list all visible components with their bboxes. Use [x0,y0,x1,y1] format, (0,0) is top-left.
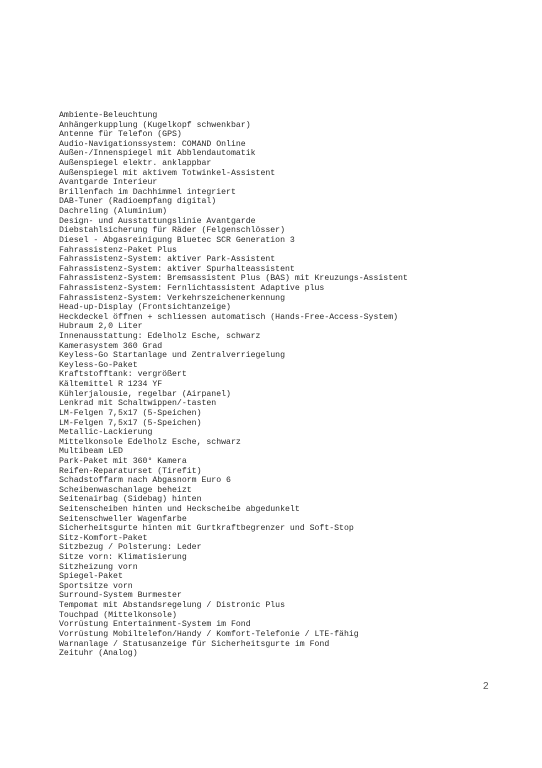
feature-list [59,111,529,659]
feature-item: Kamerasystem 360 Grad [59,341,163,351]
feature-item: Keyless-Go Startanlage und Zentralverriegelung [59,351,286,361]
feature-item: Diebstahlsicherung für Räder (Felgenschlösser) [59,226,286,236]
page-number: 2 [483,681,489,692]
feature-item: Diesel - Abgasreinigung Bluetec SCR Generation 3 [59,235,295,245]
feature-item: Vorrüstung Entertainment-System im Fond [59,620,251,630]
feature-item: Reifen-Reparaturset (Tirefit) [59,466,202,476]
feature-item: Antenne für Telefon (GPS) [59,130,182,140]
feature-item: Brillenfach im Dachhimmel integriert [59,187,236,197]
feature-item: Sitze vorn: Klimatisierung [59,553,187,563]
feature-item: Vorrüstung Mobiltelefon/Handy / Komfort-Telefonie / LTE-fähig [59,629,359,639]
feature-item: Keyless-Go-Paket [59,360,138,370]
feature-item: Mittelkonsole Edelholz Esche, schwarz [59,437,241,447]
feature-item: Avantgarde Interieur [59,178,158,188]
feature-item: Fahrassistenz-System: Bremsassistent Plus (BAS) mit Kreuzungs-Assistent [59,274,408,284]
feature-item: Außen-/Innenspiegel mit Abblendautomatik [59,149,256,159]
feature-item: Head-up-Display (Frontsichtanzeige) [59,303,231,313]
feature-item: Dachreling (Aluminium) [59,207,168,217]
feature-item: Warnanlage / Statusanzeige für Sicherheitsgurte im Fond [59,639,330,649]
feature-item: Seitenscheiben hinten und Heckscheibe abgedunkelt [59,504,300,514]
feature-item: Hubraum 2,0 Liter [59,322,143,332]
feature-item: DAB-Tuner (Radioempfang digital) [59,197,217,207]
feature-item: Sitzheizung vorn [59,562,138,572]
feature-item: Heckdeckel öffnen + schliessen automatisch (Hands-Free-Access-System) [59,312,399,322]
feature-item: Tempomat mit Abstandsregelung / Distronic Plus [59,601,286,611]
feature-item: Außenspiegel elektr. anklappbar [59,159,212,169]
feature-item: Touchpad (Mittelkonsole) [59,610,177,620]
feature-item: Design- und Ausstattungslinie Avantgarde [59,216,256,226]
feature-item: Spiegel-Paket [59,572,123,582]
feature-item: Sitzbezug / Polsterung: Leder [59,543,202,553]
feature-item: Anhängerkupplung (Kugelkopf schwenkbar) [59,120,251,130]
feature-item: Audio-Navigationssystem: COMAND Online [59,139,246,149]
feature-item: Fahrassistenz-System: Fernlichtassistent Adaptive plus [59,283,325,293]
feature-item: LM-Felgen 7,5x17 (5-Speichen) [59,418,202,428]
feature-item: Surround-System Burmester [59,591,182,601]
feature-item: Schadstoffarm nach Abgasnorm Euro 6 [59,476,231,486]
feature-item: Fahrassistenz-System: aktiver Spurhalteassistent [59,264,295,274]
feature-item: Metallic-Lackierung [59,428,153,438]
feature-item: Kraftstofftank: vergrößert [59,370,187,380]
feature-item: Multibeam LED [59,447,123,457]
feature-item: Fahrassistenz-System: Verkehrszeichenerkennung [59,293,286,303]
feature-item: Scheibenwaschanlage beheizt [59,485,192,495]
feature-item: Ambiente-Beleuchtung [59,111,158,120]
feature-item: Zeituhr (Analog) [59,649,138,659]
feature-item: Kühlerjalousie, regelbar (Airpanel) [59,389,231,399]
feature-item: Sicherheitsgurte hinten mit Gurtkraftbegrenzer und Soft-Stop [59,524,354,534]
feature-item: Innenausstattung: Edelholz Esche, schwarz [59,332,261,342]
feature-item: LM-Felgen 7,5x17 (5-Speichen) [59,408,202,418]
feature-item: Fahrassistenz-Paket Plus [59,245,177,255]
feature-item: Sitz-Komfort-Paket [59,533,148,543]
feature-item: Außenspiegel mit aktivem Totwinkel-Assistent [59,168,276,178]
feature-item: Park-Paket mit 360° Kamera [59,456,187,466]
feature-item: Seitenairbag (Sidebag) hinten [59,495,202,505]
feature-item: Lenkrad mit Schaltwippen/-tasten [59,399,217,409]
feature-item: Sportsitze vorn [59,581,133,591]
feature-item: Kältemittel R 1234 YF [59,380,163,390]
feature-item: Fahrassistenz-System: aktiver Park-Assistent [59,255,276,265]
feature-item: Seitenschweller Wagenfarbe [59,514,187,524]
